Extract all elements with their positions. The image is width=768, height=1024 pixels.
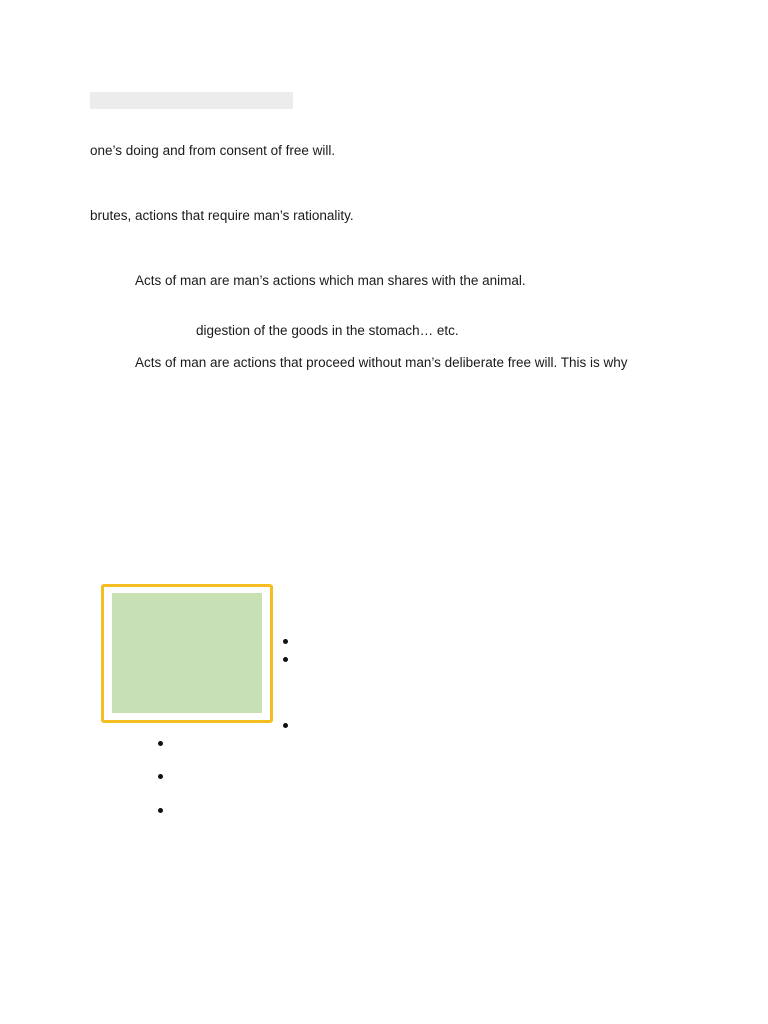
bullet-point	[158, 774, 163, 779]
text-line-acts-animal: Acts of man are man’s actions which man shares with the animal.	[135, 273, 526, 288]
text-line-rationality: brutes, actions that require man’s rationality.	[90, 208, 354, 223]
bullet-point	[158, 808, 163, 813]
text-line-acts-free-will: Acts of man are actions that proceed without man’s deliberate free will. This is why	[135, 355, 628, 370]
bullet-point	[283, 639, 288, 644]
bullet-point	[283, 657, 288, 662]
image-placeholder-frame	[101, 584, 273, 723]
text-line-consent: one’s doing and from consent of free will.	[90, 143, 336, 158]
bullet-point	[158, 741, 163, 746]
bullet-point	[283, 723, 288, 728]
redacted-title-bar	[90, 92, 293, 109]
image-placeholder	[112, 593, 262, 713]
text-line-digestion: digestion of the goods in the stomach… etc.	[196, 323, 459, 338]
